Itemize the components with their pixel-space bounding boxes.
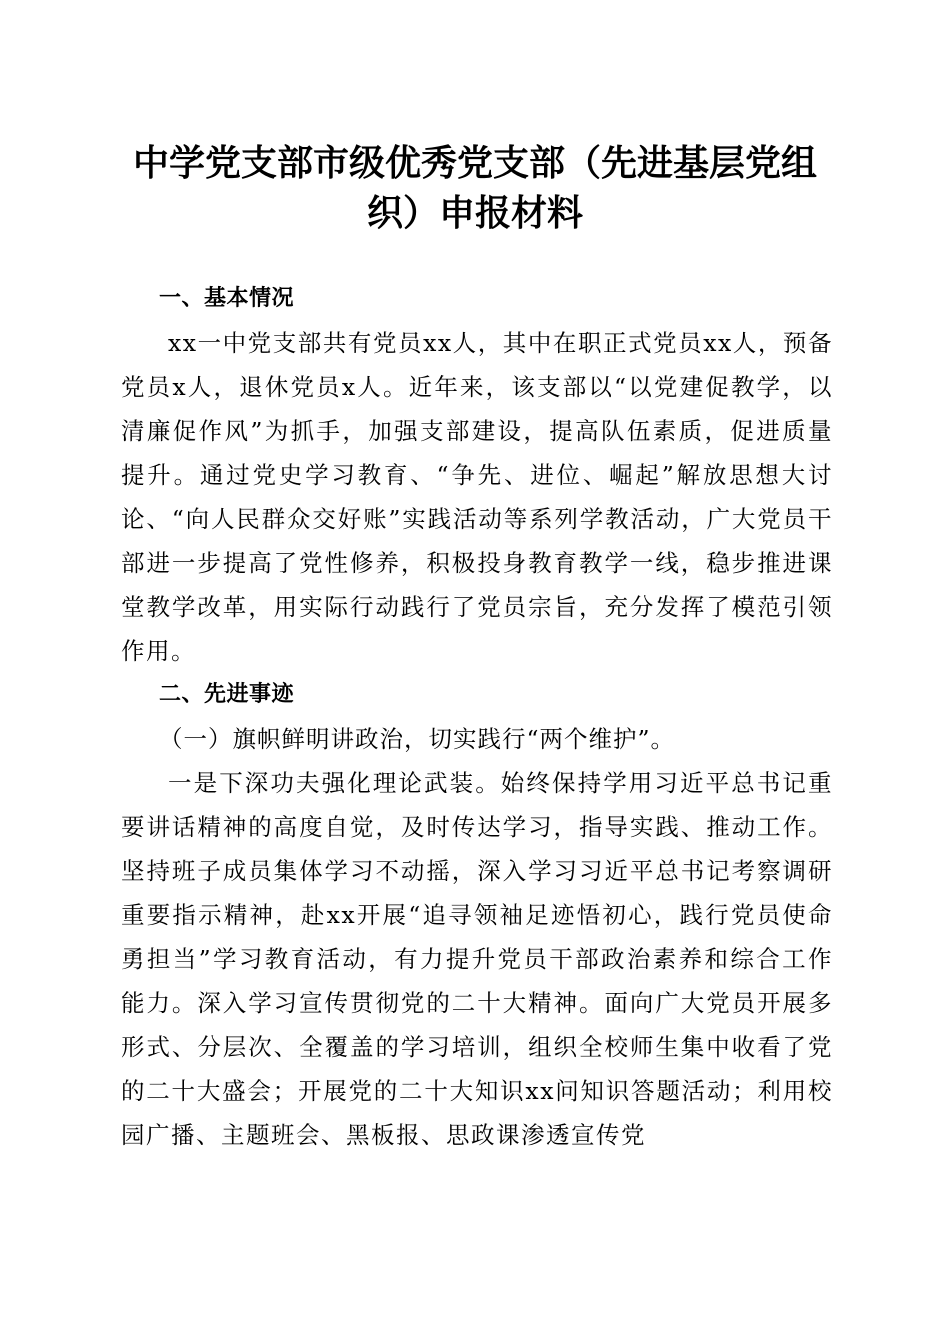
- title-line-1: 中学党支部市级优秀党支部（先进基层党组: [132, 142, 817, 184]
- achievements-paragraph: 一是下深功夫强化理论武装。始终保持学用习近平总书记重要讲话精神的高度自觉，及时传达学习，指导实践、推动工作。坚持班子成员集体学习不动摇，深入学习习近平总书记考察调研重要指示精神，赴xx开展“追寻领袖足迹悟初心，践行党员使命勇担当”学习教育活动，有力提升党员干部政治素养和综合工作能力。深入学习宣传贯彻党的二十大精神。面向广大党员开展多形式、分层次、全覆盖的学习培训，组织全校师生集中收看了党的二十大盛会；开展党的二十大知识xx问知识答题活动；利用校园广播、主题班会、黑板报、思政课渗透宣传党: [121, 769, 833, 1149]
- document-title: [90, 138, 860, 238]
- section-heading-achievements: 二、先进事迹: [159, 682, 295, 707]
- title-line-2: 织）申报材料: [366, 192, 583, 234]
- basic-info-paragraph: xx一中党支部共有党员xx人，其中在职正式党员xx人，预备党员x人，退休党员x人。近年来，该支部以“以党建促教学，以清廉促作风”为抓手，加强支部建设，提高队伍素质，促进质量提升。通过党史学习教育、“争先、进位、崛起”解放思想大讨论、“向人民群众交好账”实践活动等系列学教活动，广大党员干部进一步提高了党性修养，积极投身教育教学一线，稳步推进课堂教学改革，用实际行动践行了党员宗旨，充分发挥了模范引领作用。: [121, 329, 833, 665]
- section-heading-basic-info: 一、基本情况: [159, 286, 295, 311]
- document-body: [121, 277, 833, 1157]
- achievements-subheading: （一）旗帜鲜明讲政治，切实践行“两个维护”。: [159, 725, 676, 753]
